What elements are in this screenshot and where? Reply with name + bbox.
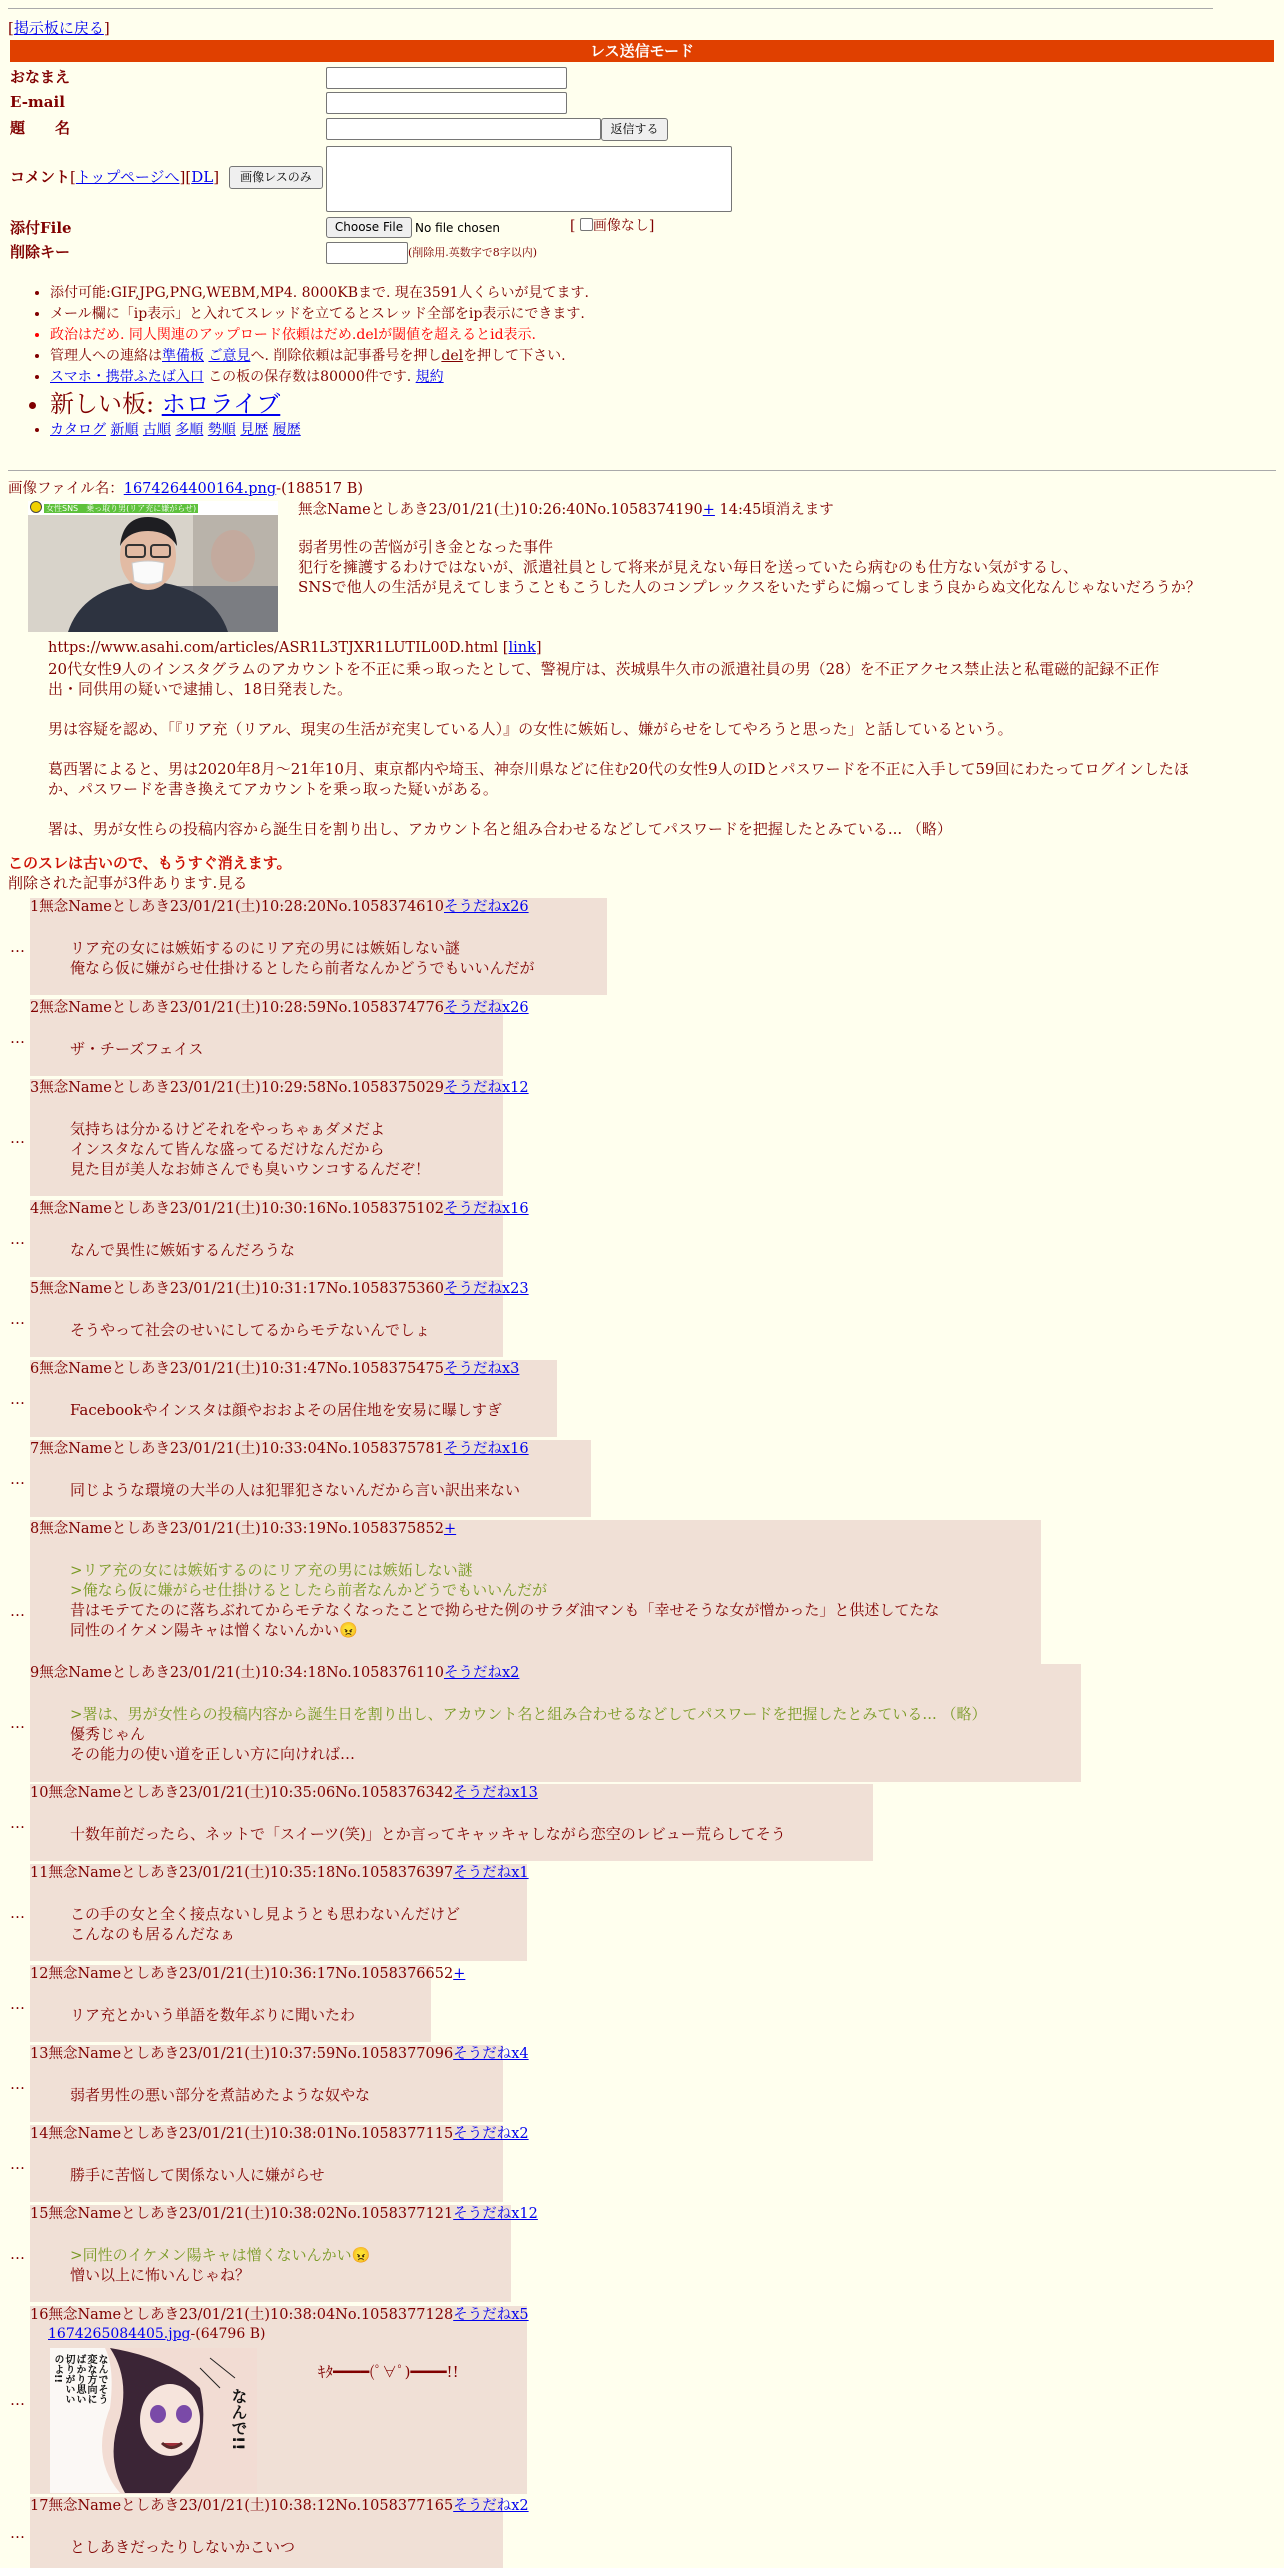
sodane-link[interactable]: そうだねx5 xyxy=(453,2307,529,2323)
op-file-size: -(188517 B) xyxy=(276,481,364,497)
reply-post xyxy=(30,1440,591,1517)
reply-post xyxy=(30,1360,557,1437)
reply-header-text: 3無念Nameとしあき23/01/21(土)10:29:58No.1058375029 xyxy=(30,1080,444,1096)
sodane-link[interactable]: そうだねx4 xyxy=(453,2046,529,2062)
op-file-label: 画像ファイル名： xyxy=(8,481,124,497)
new-board-link[interactable]: ホロライブ xyxy=(161,390,281,418)
choose-file-button[interactable]: Choose File xyxy=(326,217,412,238)
sodane-link[interactable]: + xyxy=(443,1521,457,1537)
op-url-line: https://www.asahi.com/articles/ASR1L3TJXR1LUTIL00D.html [link] xyxy=(48,640,542,656)
sort-many-link[interactable]: 多順 xyxy=(175,422,204,438)
reply-post xyxy=(30,2497,529,2568)
reply-indent-marker: … xyxy=(10,1310,25,1328)
reply-text: そうやって社会のせいにしてるからモテないんでしょ xyxy=(70,1321,431,1339)
sodane-link[interactable]: そうだねx16 xyxy=(443,1201,529,1217)
name-label: おなまえ xyxy=(10,68,71,86)
sort-old-link[interactable]: 古順 xyxy=(142,422,171,438)
reply-header xyxy=(30,1520,456,1540)
manga-text-right: なんで!! xyxy=(229,2388,248,2451)
op-file-info xyxy=(8,480,363,500)
op-url: https://www.asahi.com/articles/ASR1L3TJXR1LUTIL00D.html xyxy=(48,640,499,656)
reply-indent-marker: … xyxy=(10,1814,25,1832)
reply-text: リア充の女には嫉妬するのにリア充の男には嫉妬しない謎 xyxy=(70,939,461,957)
rule-5-text: この板の保存数は80000件です. xyxy=(208,369,412,385)
board-rules xyxy=(28,283,589,441)
reply-header-text: 12無念Nameとしあき23/01/21(土)10:36:17No.1058376652 xyxy=(30,1966,454,1982)
reply-text: 憎い以上に怖いんじゃね？ xyxy=(70,2266,251,2284)
reply-text: インスタなんて皆んな盛ってるだけなんだから xyxy=(70,1140,385,1158)
bracket-close: ] xyxy=(103,19,110,37)
reply-text: リア充とかいう単語を数年ぶりに聞いたわ xyxy=(70,2006,356,2024)
reply-text: 昔はモテてたのに落ちぶれてからモテなくなったことで拗らせた例のサラダ油マンも「幸せそうな女が憎かった」と供述してたな xyxy=(70,1601,940,1619)
mobile-entry-link[interactable]: スマホ・携帯ふたば入口 xyxy=(50,369,204,385)
history-link[interactable]: 履歴 xyxy=(272,422,301,438)
reply-header-text: 13無念Nameとしあき23/01/21(土)10:37:59No.1058377096 xyxy=(30,2046,454,2062)
rule-4-text-3: を押して下さい. xyxy=(463,348,566,364)
reply-header-text: 10無念Nameとしあき23/01/21(土)10:35:06No.1058376342 xyxy=(30,1785,454,1801)
sodane-link[interactable]: そうだねx2 xyxy=(443,1665,520,1681)
reply-header xyxy=(30,2306,529,2326)
reply-header-text: 2無念Nameとしあき23/01/21(土)10:28:59No.1058374776 xyxy=(30,1000,444,1016)
op-thumbnail-caption xyxy=(28,501,278,515)
reply-post xyxy=(30,2045,529,2122)
reply-file-size: -(64796 B) xyxy=(190,2326,266,2342)
reply-header xyxy=(30,1360,519,1380)
viewed-history-link[interactable]: 見歴 xyxy=(240,422,269,438)
expiry-warning: このスレは古いので、もうすぐ消えます。 xyxy=(8,854,292,872)
reply-post xyxy=(30,1864,527,1961)
rule-2: • メール欄に「ip表示」と入れてスレッドを立てるとスレッド全部をip表示にできます. xyxy=(50,304,589,325)
delkey-label: 削除キー xyxy=(10,243,71,261)
back-to-board xyxy=(8,18,110,38)
reply-header-text: 1無念Nameとしあき23/01/21(土)10:28:20No.1058374610 xyxy=(30,899,444,915)
reply-header-text: 15無念Nameとしあき23/01/21(土)10:38:02No.1058377121 xyxy=(30,2206,454,2222)
comment-textarea[interactable] xyxy=(326,146,732,212)
reply-header-text: 11無念Nameとしあき23/01/21(土)10:35:18No.1058376397 xyxy=(30,1865,454,1881)
reply-header-text: 16無念Nameとしあき23/01/21(土)10:38:04No.1058377128 xyxy=(30,2307,454,2323)
name-input[interactable] xyxy=(326,67,567,89)
sodane-link[interactable]: そうだねx2 xyxy=(453,2498,529,2514)
thread-divider xyxy=(8,470,1276,471)
reply-text: 勝手に苦悩して関係ない人に嫌がらせ xyxy=(70,2166,325,2184)
email-input[interactable] xyxy=(326,92,567,114)
sodane-link[interactable]: そうだねx1 xyxy=(453,1865,529,1881)
rule-3: • 政治はだめ. 同人関連のアップロード依頼はだめ.delが閾値を超えるとid表示. xyxy=(50,325,589,346)
reply-header xyxy=(30,2205,538,2225)
reply-text: 見た目が美人なお姉さんでも臭いウンコするんだぞ！ xyxy=(70,1160,431,1178)
reply-file-link[interactable]: 1674265084405.jpg xyxy=(48,2326,191,2342)
reply-indent-marker: … xyxy=(10,1602,25,1620)
reply-text: としあきだったりしないかこいつ xyxy=(70,2538,296,2556)
op-thumbnail-image xyxy=(28,501,278,632)
op-url-link[interactable]: link xyxy=(508,640,536,656)
reply-text: なんで異性に嫉妬するんだろうな xyxy=(70,1241,296,1259)
opinion-link[interactable]: ご意見 xyxy=(208,348,251,364)
reply-post xyxy=(30,898,607,995)
dl-link[interactable]: DL xyxy=(191,168,214,186)
reply-text: ザ・チーズフェイス xyxy=(70,1040,204,1058)
reply-post xyxy=(30,999,529,1076)
sodane-link[interactable]: そうだねx12 xyxy=(453,2206,538,2222)
subject-label: 題 名 xyxy=(10,119,71,137)
reply-header xyxy=(30,1440,529,1460)
submit-button[interactable]: 返信する xyxy=(601,118,668,141)
reply-header xyxy=(30,1864,529,1884)
delkey-hint: (削除用.英数字で8字以内) xyxy=(408,246,538,259)
caption-text: 女性SNS 乗っ取り男(リア充に嫌がらせ) xyxy=(46,504,197,513)
op-thumbnail[interactable] xyxy=(28,501,278,632)
reply-indent-marker: … xyxy=(10,1714,25,1732)
reply-header-text: 14無念Nameとしあき23/01/21(土)10:38:01No.1058377115 xyxy=(30,2126,454,2142)
reply-header-text: 6無念Nameとしあき23/01/21(土)10:31:47No.1058375475 xyxy=(30,1361,444,1377)
no-image-label: 画像なし xyxy=(592,218,649,234)
rule-5 xyxy=(50,367,589,388)
reply-text: 弱者男性の悪い部分を煮詰めたような奴やな xyxy=(70,2086,371,2104)
reply-text: こんなのも居るんだなぁ xyxy=(70,1925,236,1943)
caption-circle-icon xyxy=(30,501,42,513)
new-board-prefix: 新しい板: xyxy=(50,390,162,418)
reply-indent-marker: … xyxy=(10,2391,25,2409)
sodane-link[interactable]: そうだねx2 xyxy=(453,2126,529,2142)
reply-text: 十数年前だったら、ネットで「スイーツ(笑)」とか言ってキャッキャしながら恋空のレビュー荒らしてそう xyxy=(70,1825,786,1843)
comment-label: コメント xyxy=(10,168,71,186)
reply-quote: >リア充の女には嫉妬するのにリア充の男には嫉妬しない謎 xyxy=(70,1561,473,1579)
reply-thumbnail[interactable] xyxy=(50,2348,257,2493)
reply-header xyxy=(30,2125,529,2145)
sodane-link[interactable]: そうだねx26 xyxy=(443,899,529,915)
junbi-board-link[interactable]: 準備板 xyxy=(162,348,204,364)
email-label: E-mail xyxy=(10,93,65,111)
reply-header-text: 5無念Nameとしあき23/01/21(土)10:31:17No.1058375360 xyxy=(30,1281,444,1297)
op-header xyxy=(298,501,834,521)
image-only-button[interactable]: 画像レスのみ xyxy=(229,166,323,189)
sodane-link[interactable]: そうだねx23 xyxy=(443,1281,529,1297)
reply-indent-marker: … xyxy=(10,2245,25,2263)
reply-text: その能力の使い道を正しい方に向ければ… xyxy=(70,1745,356,1763)
sodane-link[interactable]: そうだねx13 xyxy=(453,1785,538,1801)
reply-header xyxy=(30,999,529,1019)
reply-post xyxy=(30,2125,529,2202)
reply-text: ｷﾀ━━━━(ﾟ∀ﾟ)━━━━!! xyxy=(318,2363,459,2381)
sodane-link[interactable]: + xyxy=(453,1966,466,1982)
reply-indent-marker: … xyxy=(10,1470,25,1488)
file-label: 添付File xyxy=(10,219,72,237)
rule-1: • 添付可能:GIF,JPG,PNG,WEBM,MP4. 8000KBまで. 現在3591人くらいが見てます. xyxy=(50,283,589,304)
reply-quote: >同性のイケメン陽キャは憎くないんかい😠 xyxy=(70,2246,371,2264)
manga-text-left: なんでそう 変な方向に ばかり思い 切りがいい のよ!! xyxy=(52,2354,107,2404)
reply-indent-marker: … xyxy=(10,1029,25,1047)
reply-header xyxy=(30,1280,529,1300)
reply-text: 俺なら仮に嫌がらせ仕掛けるとしたら前者なんかどうでもいいんだが xyxy=(70,959,535,977)
sodane-link[interactable]: そうだねx12 xyxy=(443,1080,529,1096)
reply-header xyxy=(30,2045,529,2065)
rule-4-text-2: へ. 削除依頼は記事番号を押し xyxy=(250,348,442,364)
reply-post xyxy=(30,2306,527,2494)
reply-post xyxy=(30,1079,529,1196)
reply-header xyxy=(30,1784,538,1804)
reply-header-text: 7無念Nameとしあき23/01/21(土)10:33:04No.1058375781 xyxy=(30,1441,444,1457)
sort-links xyxy=(50,420,589,441)
rule-4-text: 管理人への連絡は xyxy=(50,348,162,364)
reply-header xyxy=(30,1664,519,1684)
sort-new-link[interactable]: 新順 xyxy=(110,422,139,438)
no-image-option: [ 画像なし] xyxy=(570,218,655,234)
reply-header xyxy=(30,1200,529,1220)
reply-indent-marker: … xyxy=(10,1390,25,1408)
op-plus-link[interactable]: + xyxy=(702,502,715,518)
no-file-text: No file chosen xyxy=(415,221,501,235)
post-mode-banner: レス送信モード xyxy=(10,40,1274,62)
new-board xyxy=(50,388,589,420)
reply-post xyxy=(30,1280,529,1357)
reply-indent-marker: … xyxy=(10,1995,25,2013)
reply-text: 優秀じゃん xyxy=(70,1725,146,1743)
deleted-note[interactable]: 削除された記事が3件あります.見る xyxy=(8,874,248,892)
delkey-input[interactable] xyxy=(326,242,408,264)
bracket-open: [ xyxy=(8,19,14,37)
reply-quote: >署は、男が女性らの投稿内容から誕生日を割り出し、アカウント名と組み合わせるなどしてパスワードを把握したとみている... （略） xyxy=(70,1705,987,1723)
sodane-link[interactable]: そうだねx3 xyxy=(443,1361,520,1377)
reply-text: 同じような環境の大半の人は犯罪犯さないんだから言い訳出来ない xyxy=(70,1481,521,1499)
op-expire: 14:45頃消えます xyxy=(714,502,834,518)
reply-indent-marker: … xyxy=(10,938,25,956)
op-file-link[interactable]: 1674264400164.png xyxy=(123,481,277,497)
catalog-link[interactable]: カタログ xyxy=(50,422,106,438)
terms-link[interactable]: 規約 xyxy=(415,369,444,385)
reply-header xyxy=(30,2497,529,2517)
reply-indent-marker: … xyxy=(10,1129,25,1147)
reply-post xyxy=(30,1784,873,1861)
no-image-checkbox[interactable] xyxy=(580,218,593,231)
reply-post xyxy=(30,2205,538,2302)
sodane-link[interactable]: そうだねx16 xyxy=(443,1441,529,1457)
reply-text: 気持ちは分かるけどそれをやっちゃぁダメだよ xyxy=(70,1120,386,1138)
reply-header-text: 8無念Nameとしあき23/01/21(土)10:33:19No.1058375852 xyxy=(30,1521,444,1537)
reply-text: 同性のイケメン陽キャは憎くないんかい😠 xyxy=(70,1621,358,1639)
reply-header-text: 17無念Nameとしあき23/01/21(土)10:38:12No.1058377165 xyxy=(30,2498,454,2514)
comment-label-row: コメント[トップページへ][DL] xyxy=(10,168,220,186)
top-divider xyxy=(8,8,1213,9)
reply-header xyxy=(30,898,529,918)
reply-indent-marker: … xyxy=(10,2075,25,2093)
reply-indent-marker: … xyxy=(10,1230,25,1248)
op-header-text: 無念Nameとしあき23/01/21(土)10:26:40No.1058374190 xyxy=(298,502,703,518)
op-text-1: 弱者男性の苦悩が引き金となった事件 犯行を擁護するわけではないが、派遣社員として将来が見えない毎日を送っていたら病むのも仕方ない気がするし、 SNSで他人の生活が見えてしまうこともこうした人のコンプレックスをいたずらに煽ってしまう良からぬ文化なんじゃないだろうか？ xyxy=(298,538,1201,596)
op-text-2: 20代女性9人のインスタグラムのアカウントを不正に乗っ取ったとして、警視庁は、茨城県牛久市の派遣社員の男（28）を不正アクセス禁止法と私電磁的記録不正作 出・同供用の疑いで逮捕し、18日発表した。 男は容疑を認め、「『リア充（リアル、現実の生活が充実している人）』の女性に嫉妬し、嫌がらせをしてやろうと思った」と話しているという。 葛西署によると、男は2020年8月～21年10月、東京都内や埼玉、神奈川県などに住む20代の女性9人のIDとパスワードを不正に入手して59回にわたってログインしたほ か、パスワードを書き換えてアカウントを乗っ取った疑いがある。 署は、男が女性らの投稿内容から誕生日を割り出し、アカウント名と組み合わせるなどしてパスワードを把握したとみている... （略） xyxy=(48,660,1189,838)
reply-file-info xyxy=(48,2325,265,2344)
subject-input[interactable] xyxy=(326,118,601,140)
back-to-board-link[interactable]: 掲示板に戻る xyxy=(13,19,104,37)
reply-header-text: 4無念Nameとしあき23/01/21(土)10:30:16No.1058375102 xyxy=(30,1201,444,1217)
reply-quote: >俺なら仮に嫌がらせ仕掛けるとしたら前者なんかどうでもいいんだが xyxy=(70,1581,548,1599)
reply-text: Facebookやインスタは顔やおおよその居住地を安易に曝しすぎ xyxy=(70,1401,502,1419)
reply-indent-marker: … xyxy=(10,2155,25,2173)
del-word: del xyxy=(441,348,464,364)
reply-header xyxy=(30,1079,529,1099)
reply-post xyxy=(30,1664,1081,1782)
reply-indent-marker: … xyxy=(10,1904,25,1922)
reply-post xyxy=(30,1200,529,1277)
rule-4 xyxy=(50,346,589,367)
sodane-link[interactable]: そうだねx26 xyxy=(443,1000,529,1016)
reply-text: この手の女と全く接点ないし見ようとも思わないんだけど xyxy=(70,1905,461,1923)
top-page-link[interactable]: トップページへ xyxy=(75,168,180,186)
reply-header-text: 9無念Nameとしあき23/01/21(土)10:34:18No.1058376110 xyxy=(30,1665,444,1681)
reply-header xyxy=(30,1965,465,1985)
reply-indent-marker: … xyxy=(10,2524,25,2542)
sort-momentum-link[interactable]: 勢順 xyxy=(207,422,236,438)
reply-post xyxy=(30,1965,466,2042)
